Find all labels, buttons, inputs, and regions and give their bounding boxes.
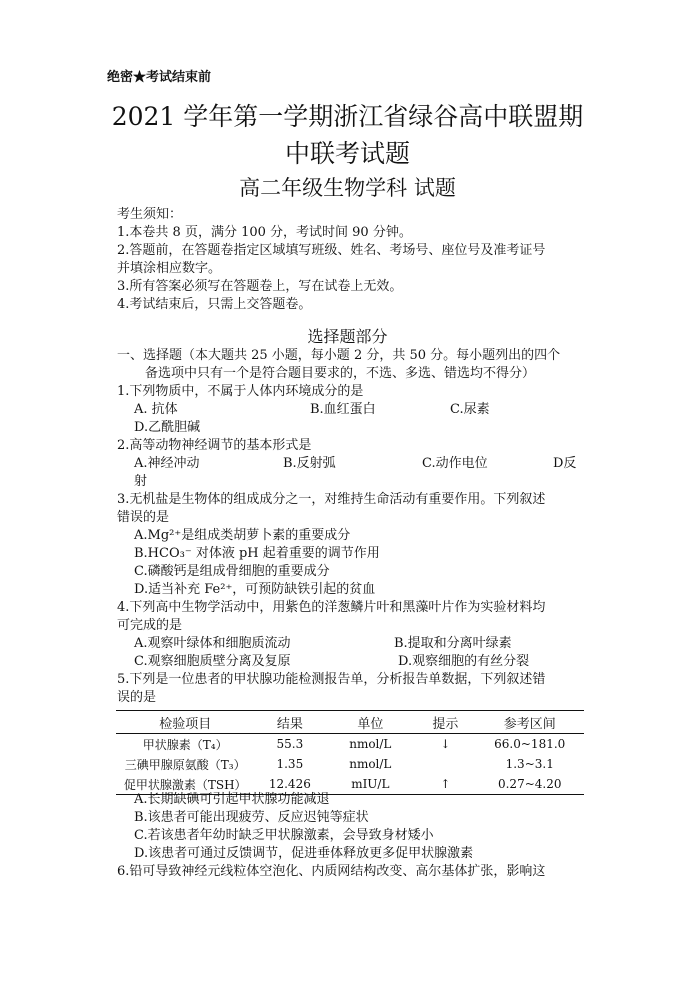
section-title: 选择题部分	[307, 327, 388, 346]
table-cell: 甲状腺素（T₄）	[142, 737, 228, 752]
instructions-heading: 考生须知：	[117, 207, 183, 222]
option-b: B.血红蛋白	[310, 402, 376, 417]
arrow-up-icon: ↑	[415, 774, 475, 795]
table-cell: nmol/L	[349, 737, 392, 751]
column-header: 检验项目	[116, 711, 254, 734]
option-c: C.磷酸钙是组成骨细胞的重要成分	[134, 564, 330, 579]
option-b: B.提取和分离叶绿素	[394, 636, 512, 651]
column-header: 结果	[254, 711, 325, 734]
question-stem: 可完成的是	[117, 618, 183, 633]
arrow-down-icon: ↓	[440, 737, 451, 751]
table-cell: 0.27~4.20	[475, 774, 584, 795]
secret-mark: 绝密★考试结束前	[107, 70, 212, 85]
column-header: 单位	[325, 711, 415, 734]
table-cell: 12.426	[254, 774, 325, 795]
table-cell: nmol/L	[349, 757, 392, 771]
question-stem: 1.下列物质中，不属于人体内环境成分的是	[117, 384, 364, 399]
option-c: C.尿素	[450, 402, 490, 417]
option-a: A.长期缺碘可引起甲状腺功能减退	[134, 792, 330, 807]
option-a: A.Mg²⁺是组成类胡萝卜素的重要成分	[134, 528, 351, 543]
instruction-item: 并填涂相应数字。	[117, 261, 222, 276]
question-stem: 错误的是	[117, 510, 170, 525]
instruction-item: 1.本卷共 8 页，满分 100 分，考试时间 90 分钟。	[117, 225, 412, 240]
option-d: D.乙酰胆碱	[134, 420, 201, 435]
table-cell: 三碘甲腺原氨酸（T₃）	[124, 757, 246, 772]
question-stem: 3.无机盐是生物体的组成成分之一，对维持生命活动有重要作用。下列叙述	[117, 492, 546, 507]
option-d: D.观察细胞的有丝分裂	[398, 654, 530, 669]
part-intro-line: 备选项中只有一个是符合题目要求的，不选、多选、错选均不得分）	[145, 366, 536, 381]
column-header: 参考区间	[475, 711, 584, 734]
table-cell: 66.0~181.0	[494, 737, 566, 751]
option-a: A. 抗体	[134, 402, 178, 417]
instruction-item: 3.所有答案必须写在答题卷上，写在试卷上无效。	[117, 279, 403, 294]
option-a: A.神经冲动	[134, 456, 200, 471]
thyroid-report-table	[116, 710, 584, 795]
table-row	[116, 734, 584, 755]
option-d: D反	[553, 456, 577, 471]
option-c: C.若该患者年幼时缺乏甲状腺激素，会导致身材矮小	[134, 828, 434, 843]
option-c: C.观察细胞质壁分离及复原	[134, 654, 291, 669]
table-cell: 1.3~3.1	[505, 757, 554, 771]
part-intro-line: 一、选择题（本大题共 25 小题，每小题 2 分，共 50 分。每小题列出的四个	[117, 348, 561, 363]
option-b: B.该患者可能出现疲劳、反应迟钝等症状	[134, 810, 369, 825]
instruction-item: 4.考试结束后，只需上交答题卷。	[117, 297, 312, 312]
option-b: B.反射弧	[283, 456, 336, 471]
exam-subtitle: 高二年级生物学科 试题	[239, 176, 456, 200]
question-stem: 2.高等动物神经调节的基本形式是	[117, 438, 312, 453]
option-d-wrap: 射	[134, 474, 148, 489]
instruction-item: 2.答题前，在答题卷指定区域填写班级、姓名、考场号、座位号及准考证号	[117, 243, 546, 258]
table-cell: 促甲状腺激素（TSH）	[116, 774, 254, 795]
table-row	[116, 754, 584, 774]
option-c: C.动作电位	[422, 456, 488, 471]
table-cell: 1.35	[276, 757, 304, 771]
table-cell	[415, 754, 475, 774]
question-stem: 误的是	[117, 690, 157, 705]
question-stem: 6.铅可导致神经元线粒体空泡化、内质网结构改变、高尔基体扩张，影响这	[117, 864, 546, 879]
exam-title-line2: 中联考试题	[284, 139, 410, 168]
question-stem: 5.下列是一位患者的甲状腺功能检测报告单，分析报告单数据，下列叙述错	[117, 672, 546, 687]
table-cell: mIU/L	[325, 774, 415, 795]
table-header-row	[116, 711, 584, 734]
option-b: B.HCO₃⁻ 对体液 pH 起着重要的调节作用	[134, 546, 380, 561]
table-cell: 55.3	[276, 737, 304, 751]
option-a: A.观察叶绿体和细胞质流动	[134, 636, 291, 651]
option-d: D.适当补充 Fe²⁺，可预防缺铁引起的贫血	[134, 582, 376, 597]
option-d: D.该患者可通过反馈调节，促进垂体释放更多促甲状腺激素	[134, 846, 474, 861]
question-stem: 4.下列高中生物学活动中，用紫色的洋葱鳞片叶和黑藻叶片作为实验材料均	[117, 600, 546, 615]
column-header: 提示	[415, 711, 475, 734]
exam-title-line1: 2021 学年第一学期浙江省绿谷高中联盟期	[111, 102, 584, 131]
